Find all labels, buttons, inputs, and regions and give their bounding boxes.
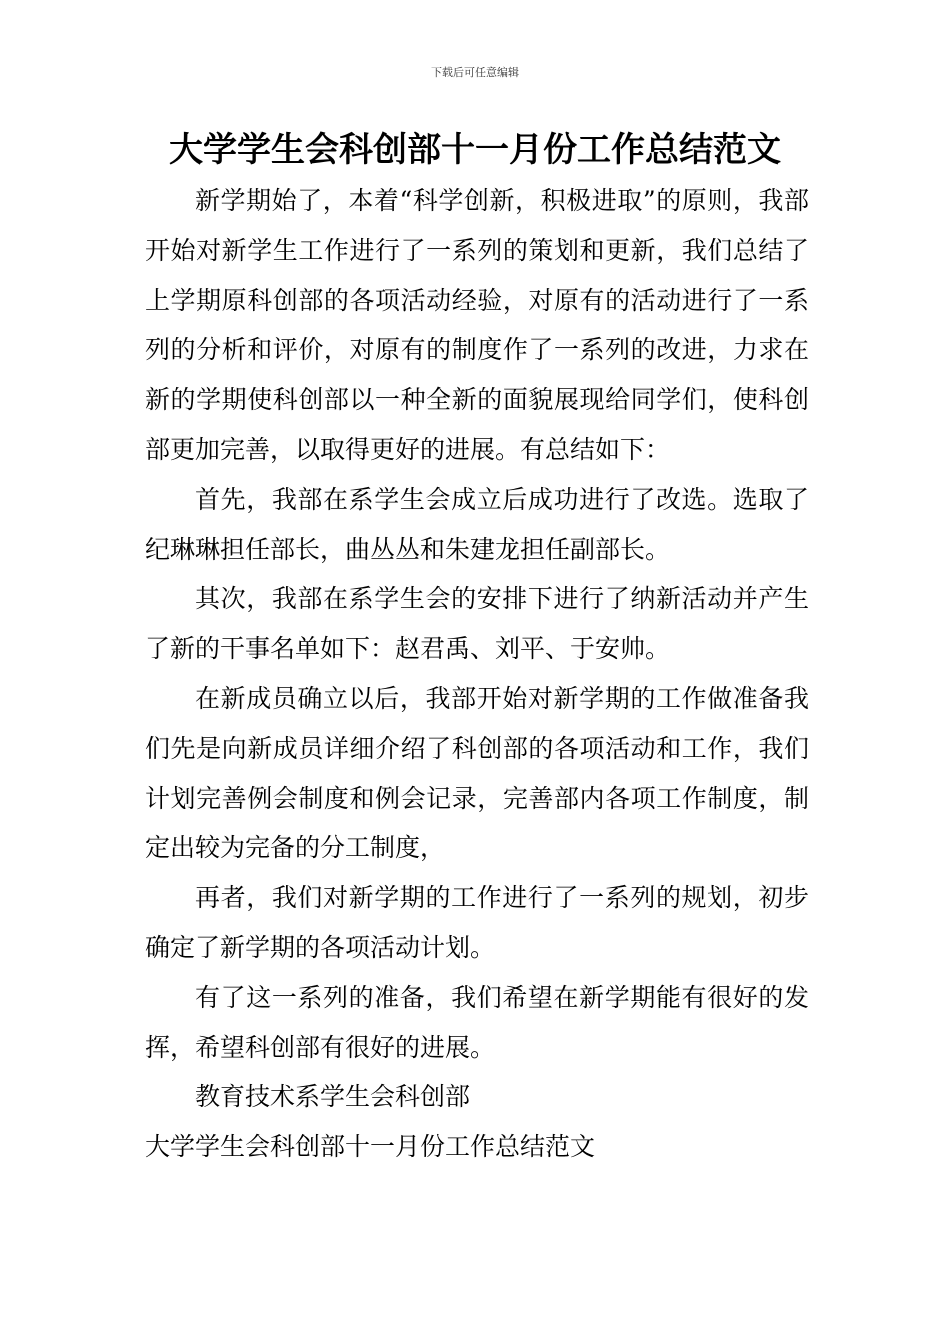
paragraph-recruitment: 其次，我部在系学生会的安排下进行了纳新活动并产生了新的干事名单如下：赵君禹、刘平、于安帅。 <box>145 584 809 664</box>
signature: 教育技术系学生会科创部 <box>195 1082 471 1112</box>
header-note: 下载后可任意编辑 <box>431 66 519 79</box>
paragraph-hope: 有了这一系列的准备，我们希望在新学期能有很好的发挥，希望科创部有很好的进展。 <box>145 982 809 1062</box>
paragraph-planning: 再者，我们对新学期的工作进行了一系列的规划，初步确定了新学期的各项活动计划。 <box>145 883 809 962</box>
paragraph-preparation: 在新成员确立以后，我部开始对新学期的工作做准备我们先是向新成员详细介绍了科创部的各项活动和工作，我们计划完善例会制度和例会记录，完善部内各项工作制度，制定出较为完备的分工制度， <box>145 683 809 863</box>
paragraph-election: 首先，我部在系学生会成立后成功进行了改选。选取了纪琳琳担任部长，曲丛丛和朱建龙担任副部长。 <box>145 484 809 564</box>
document-title: 大学学生会科创部十一月份工作总结范文 <box>169 130 781 170</box>
paragraph-intro: 新学期始了，本着“科学创新，积极进取”的原则，我部开始对新学生工作进行了一系列的策划和更新，我们总结了上学期原科创部的各项活动经验，对原有的活动进行了一系列的分析和评价，对原有的制度作了一系列的改进，力求在新的学期使科创部以一种全新的面貌展现给同学们，使科创部更加完善，以取得更好的进展。有总结如下： <box>145 186 809 464</box>
footer-title: 大学学生会科创部十一月份工作总结范文 <box>145 1132 596 1162</box>
document-body <box>145 176 809 1172</box>
